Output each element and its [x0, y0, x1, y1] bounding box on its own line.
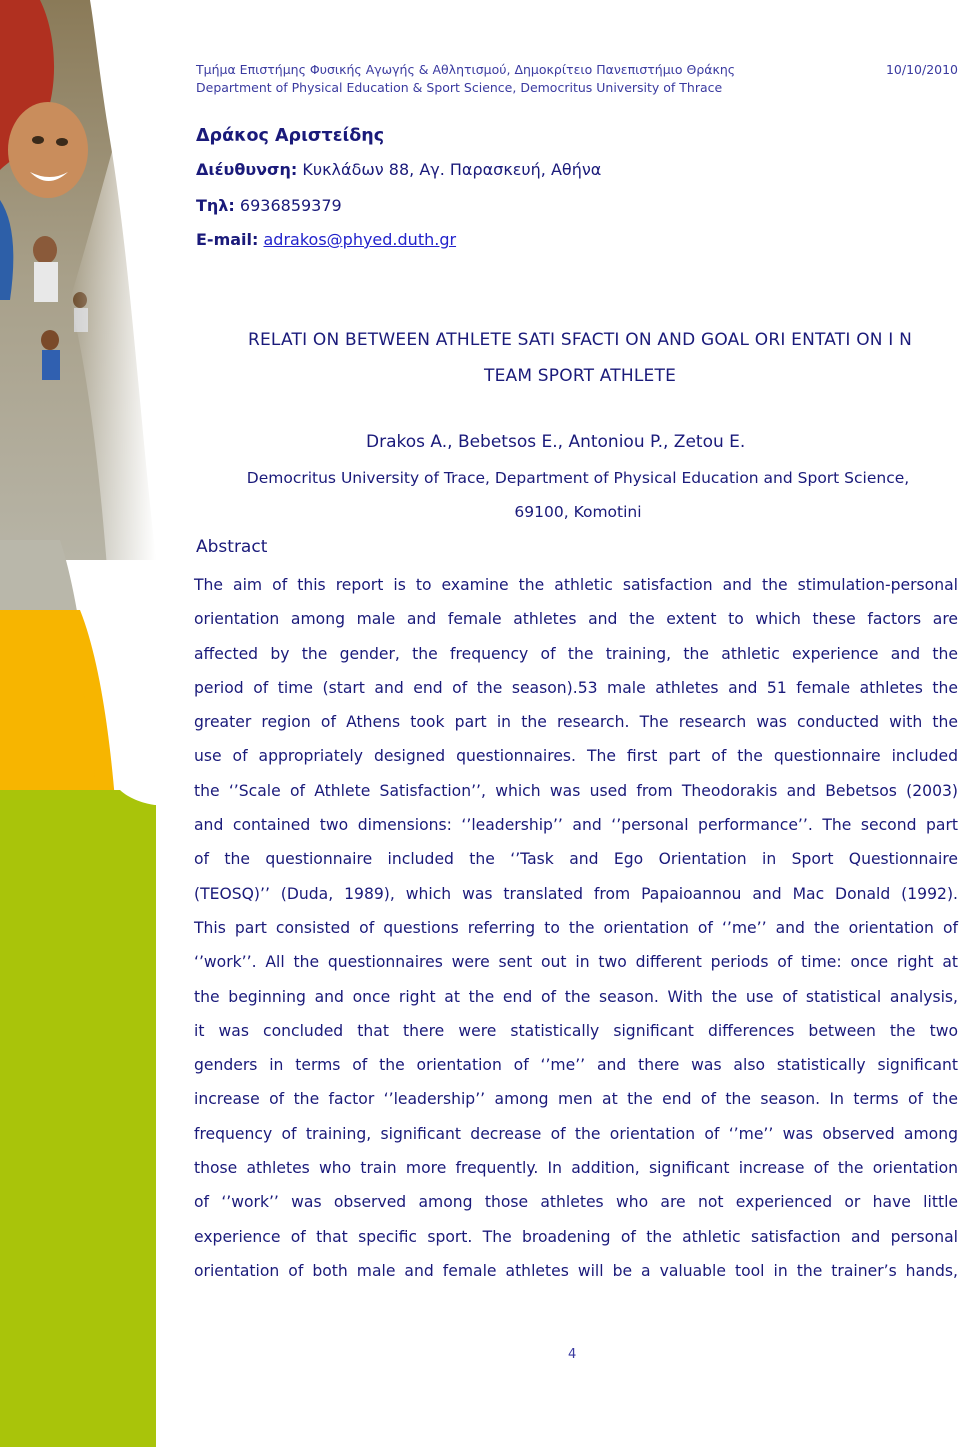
phone-label: Τηλ: — [196, 196, 235, 215]
abstract-line: The aim of this report is to examine the athletic satisfaction and the stimulation-personal — [194, 576, 958, 594]
address-label: Διέυθυνση: — [196, 160, 298, 179]
contact-name — [196, 126, 384, 146]
abstract-body — [194, 568, 958, 1288]
abstract-line: of ‘’work’’ was observed among those athletes who are not experienced or have little — [194, 1193, 958, 1212]
abstract-line: the beginning and once right at the end of the season. With the use of statistical analysis, — [194, 987, 958, 1006]
phone-value: 6936859379 — [239, 196, 342, 215]
abstract-line: (TEOSQ)’’ (Duda, 1989), which was translated from Papaioannou and Mac Donald (1992). — [194, 884, 958, 903]
header-line-greek: Τμήμα Επιστήμης Φυσικής Αγωγής & Αθλητισμού, Δημοκρίτειο Πανεπιστήμιο Θράκης — [196, 62, 736, 77]
address-value: Κυκλάδων 88, Αγ. Παρασκευή, Αθήνα — [302, 160, 602, 179]
abstract-line: ‘’work’’. All the questionnaires were sent out in two different periods of time: once right at — [194, 953, 958, 972]
email-link[interactable]: adrakos@phyed.duth.gr — [263, 230, 457, 249]
abstract-line: use of appropriately designed questionnaires. The first part of the questionnaire included — [194, 747, 958, 766]
abstract-line: frequency of training, significant decrease of the orientation of ‘’me’’ was observed among — [194, 1124, 958, 1143]
affiliation-line1: Democritus University of Trace, Department of Physical Education and Sport Science, — [246, 469, 910, 487]
abstract-line: increase of the factor ‘’leadership’’ among men at the end of the season. In terms of the — [194, 1090, 958, 1109]
abstract-line: greater region of Athens took part in the research. The research was conducted with the — [194, 713, 958, 732]
contact-email — [196, 230, 456, 249]
abstract-line: affected by the gender, the frequency of the training, the athletic experience and the — [194, 644, 958, 663]
paper-title-line2: TEAM SPORT ATHLETE — [483, 366, 677, 386]
page-number: 4 — [568, 1347, 577, 1362]
abstract-heading: Abstract — [196, 537, 268, 557]
sidebar-decoration — [0, 0, 156, 1447]
contact-address — [196, 160, 601, 179]
abstract-line: period of time (start and end of the season).53 male athletes and 51 female athletes the — [194, 678, 958, 697]
abstract-line: genders in terms of the orientation of ‘’me’’ and there was also statistically significant — [194, 1056, 958, 1075]
header-date: 10/10/2010 — [885, 62, 958, 77]
email-label: E-mail: — [196, 230, 259, 249]
contact-name-text: Δράκος Αριστείδης — [196, 126, 385, 146]
abstract-line: This part consisted of questions referring to the orientation of ‘’me’’ and the orientation of — [194, 918, 958, 937]
abstract-line: of the questionnaire included the ‘’Task and Ego Orientation in Sport Questionnaire — [194, 850, 958, 869]
abstract-line: those athletes who train more frequently. In addition, significant increase of the orientation — [194, 1159, 958, 1178]
contact-phone — [196, 196, 342, 215]
sidebar-graphic — [0, 0, 156, 1447]
paper-authors: Drakos A., Bebetsos E., Antoniou P., Zetou E. — [366, 432, 746, 452]
paper-title-line1: RELATI ON BETWEEN ATHLETE SATI SFACTI ON AND GOAL ORI ENTATI ON I N — [247, 330, 913, 350]
abstract-line: the ‘’Scale of Athlete Satisfaction’’, which was used from Theodorakis and Bebetsos (2003) — [194, 781, 958, 800]
abstract-line: and contained two dimensions: ‘’leadership’’ and ‘’personal performance’’. The second part — [194, 816, 958, 835]
abstract-line: it was concluded that there were statistically significant differences between the two — [194, 1021, 958, 1040]
abstract-line: experience of that specific sport. The broadening of the athletic satisfaction and personal — [194, 1227, 958, 1246]
abstract-line: orientation of both male and female athletes will be a valuable tool in the trainer’s hands, — [194, 1261, 958, 1280]
affiliation-line2: 69100, Komotini — [514, 503, 642, 521]
header-line-english: Department of Physical Education & Sport Science, Democritus University of Thrace — [196, 80, 723, 95]
abstract-line: orientation among male and female athletes and the extent to which these factors are — [194, 610, 958, 629]
